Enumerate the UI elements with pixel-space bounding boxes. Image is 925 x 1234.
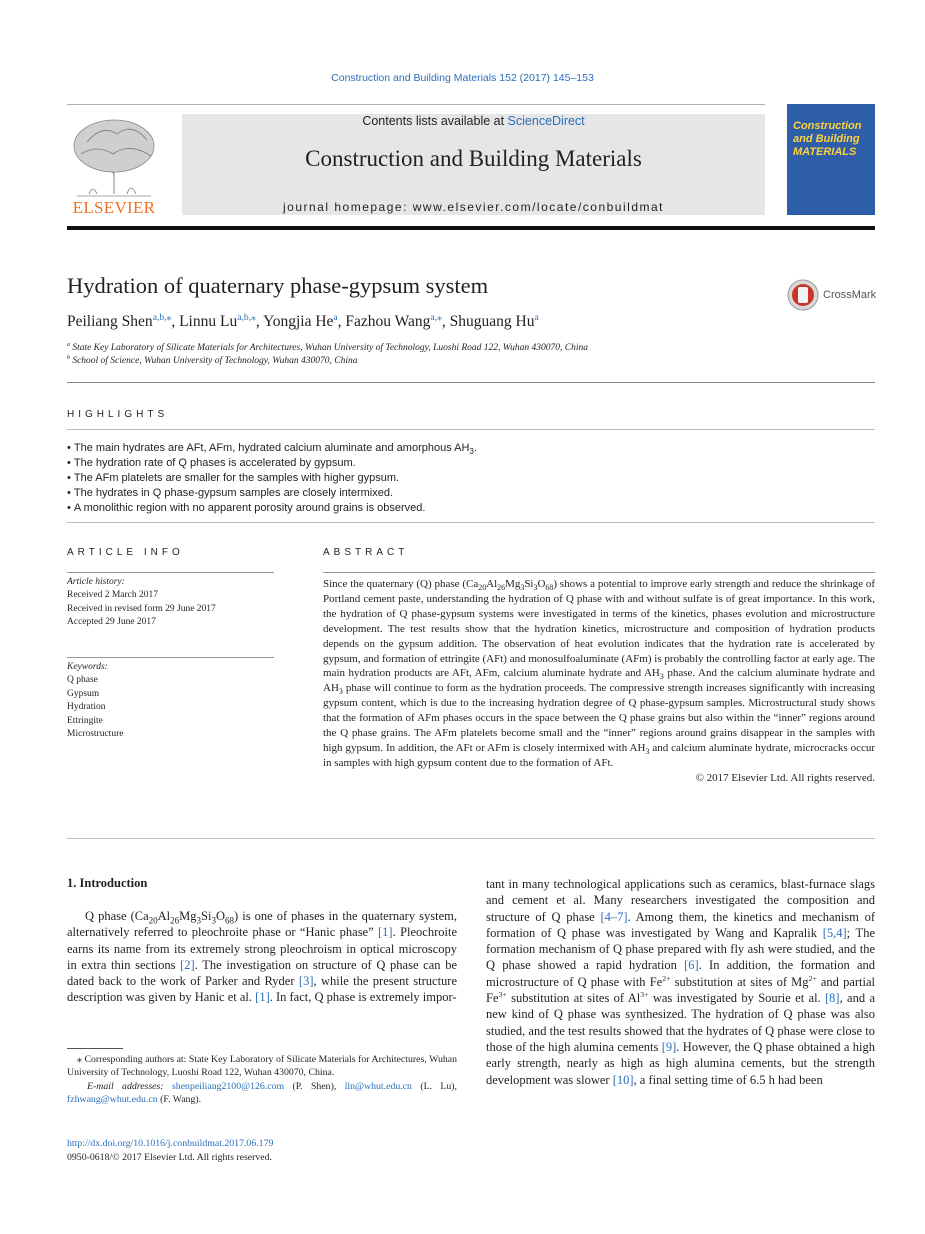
author-affiliation-mark[interactable]: a,b,⁎ bbox=[152, 311, 172, 323]
history-label: Article history: bbox=[67, 577, 125, 587]
list-item: • The hydration rate of Q phases is accelerated by gypsum. bbox=[67, 456, 477, 471]
contents-line bbox=[182, 114, 765, 128]
author-name[interactable]: Shuguang Hu bbox=[449, 313, 535, 330]
email-link[interactable]: shenpeiliang2100@126.com bbox=[171, 1080, 285, 1092]
crossmark-label[interactable]: CrossMark bbox=[823, 289, 877, 301]
author-name[interactable]: Linnu Lu bbox=[179, 313, 238, 330]
citation-link[interactable]: [5,4] bbox=[822, 925, 847, 940]
author-list: Peiliang Shen$^{a,b,⁎}$, Linnu $Lu^{a,b,⁎}$, Yongjia He$^a$, Fazhou Wang$^{a,⁎}$, Shuguang Hu$^a$ bbox=[67, 311, 539, 330]
author-name[interactable]: Yongjia He bbox=[263, 313, 334, 330]
email-link[interactable]: fzhwang@whut.edu.cn bbox=[67, 1093, 158, 1105]
elsevier-wordmark: ELSEVIER bbox=[72, 198, 156, 217]
journal-homepage[interactable]: journal homepage: www.elsevier.com/locate/conbuildmat bbox=[283, 200, 664, 214]
header-thick-divider bbox=[67, 226, 875, 230]
divider bbox=[67, 382, 875, 383]
issn-line: 0950-0618/© 2017 Elsevier Ltd. All rights reserved. bbox=[67, 1151, 272, 1163]
corresponding-note: ⁎ Corresponding authors at: State Key Laboratory of Silicate Materials for Architectures, Wuhan University of Technology, Luoshi Road 122, Wuhan 430070, China. bbox=[67, 1054, 457, 1079]
divider bbox=[323, 572, 875, 573]
author-name[interactable]: Fazhou Wang bbox=[345, 313, 431, 330]
divider bbox=[67, 522, 875, 523]
article-history bbox=[67, 576, 216, 630]
keywords bbox=[67, 661, 123, 741]
introduction-heading: 1. Introduction bbox=[67, 876, 148, 890]
citation-link[interactable]: [1] bbox=[378, 925, 393, 940]
footnote-rule bbox=[67, 1048, 123, 1049]
author-affiliation-mark[interactable]: a bbox=[534, 311, 539, 323]
affiliation-b: $^b$ School of Science, Wuhan University of Technology, Wuhan 430070, China bbox=[67, 354, 358, 366]
history-received: Received 2 March 2017 bbox=[67, 590, 159, 601]
citation-link[interactable]: [9] bbox=[661, 1039, 677, 1054]
author-affiliation-mark[interactable]: a,b,⁎ bbox=[237, 311, 256, 323]
intro-right-column: tant in many technological applications such as ceramics, blast-furnace slags and cement et al. Many researchers investigated the composition and structure of Q phase [4–7]. Among them, the kinetics and mechanism of formation of Q phase was investigated by Wang and Kapralik [5,4]; The formation mechanism of Q phase prepared with fly ash were studied, and the Q phase showed a rapid hydration [6]. In addition, the formation and microstructure of Q phase with $Fe^{2+}$ substitution at sites of $Mg^{2+}$ and partial $Fe^{3+}$ substitution at sites of $Al^{3+}$ was investigated by Sourie et al. [8], and a new kind of Q phase was synthesized. The hydration of Q phase was also studied, and the test results showed that the hydrates of Q phase were close to those of the high alumina cements [9]. However, the Q phase obtained a high early strength, nearly as high as high alumina cements, but the strength development was slower [10], a final setting time of 6.5 h had been bbox=[486, 877, 876, 1087]
list-item: • The main hydrates are AFt, AFm, hydrated calcium aluminate and amorphous $AH_3$. bbox=[67, 441, 477, 456]
citation-link[interactable]: [8] bbox=[825, 991, 840, 1006]
journal-title: Construction and Building Materials bbox=[305, 146, 642, 171]
sciencedirect-link[interactable]: ScienceDirect bbox=[507, 114, 585, 128]
keyword: Ettringite bbox=[67, 715, 103, 726]
email-note: E-mail addresses: shenpeiliang2100@126.com (P. Shen), lln@whut.edu.cn (L. Lu), fzhwang@whut.edu.cn (F. Wang). bbox=[67, 1080, 457, 1105]
email-link[interactable]: lln@whut.edu.cn bbox=[344, 1080, 412, 1092]
article-title: Hydration of quaternary phase-gypsum system bbox=[67, 273, 489, 298]
journal-cover-title: Construction and Building MATERIALS bbox=[793, 120, 862, 158]
abstract-copyright: © 2017 Elsevier Ltd. All rights reserved. bbox=[695, 771, 875, 784]
journal-reference[interactable]: Construction and Building Materials 152 (2017) 145–153 bbox=[331, 72, 594, 84]
keyword: Q phase bbox=[67, 675, 98, 686]
citation-link[interactable]: [3] bbox=[298, 974, 314, 989]
intro-left-column: Q phase $(Ca_{20}Al_{26}Mg_3Si_3O_{68})$ is one of phases in the quaternary system, alternatively referred to pleochroite phase or “Hanic phase” [1]. Pleochroite earns its name from its extremely strong pleochroism in optical microscopy in extra thin sections [2]. The investigation on structure of Q phase can be dated back to the work of Parker and Ryder [3], while the present structure description was given by Hanic et al. [1]. In fact, Q phase is extremely impor- bbox=[67, 909, 458, 1005]
divider bbox=[67, 572, 274, 573]
history-revised: Received in revised form 29 June 2017 bbox=[67, 603, 216, 614]
author-affiliation-mark[interactable]: a bbox=[333, 311, 338, 323]
divider bbox=[67, 838, 875, 839]
divider bbox=[67, 429, 875, 430]
highlights-heading: HIGHLIGHTS bbox=[67, 409, 169, 420]
citation-link[interactable]: [6] bbox=[684, 958, 699, 973]
citation-link[interactable]: [4–7] bbox=[600, 909, 628, 924]
citation-link[interactable]: [10] bbox=[612, 1072, 634, 1087]
keyword: Microstructure bbox=[67, 729, 124, 740]
author-name[interactable]: Peiliang Shen bbox=[67, 313, 153, 330]
list-item: • The AFm platelets are smaller for the samples with higher gypsum. bbox=[67, 471, 477, 486]
list-item: • A monolithic region with no apparent porosity around grains is observed. bbox=[67, 501, 477, 516]
crossmark-icon[interactable] bbox=[787, 279, 819, 311]
history-accepted: Accepted 29 June 2017 bbox=[67, 617, 156, 628]
citation-link[interactable]: [2] bbox=[180, 957, 195, 972]
header-divider bbox=[67, 104, 765, 105]
keywords-label: Keywords: bbox=[67, 662, 108, 672]
doi-link[interactable]: http://dx.doi.org/10.1016/j.conbuildmat.2017.06.179 bbox=[67, 1138, 274, 1149]
keyword: Gypsum bbox=[67, 688, 100, 699]
author-affiliation-mark[interactable]: a,⁎ bbox=[430, 311, 442, 323]
highlights-list bbox=[67, 441, 477, 516]
list-item: • The hydrates in Q phase-gypsum samples are closely intermixed. bbox=[67, 486, 477, 501]
abstract-text: Since the quaternary (Q) phase $(Ca_{20}Al_{26}Mg_3Si_3O_{68})$ shows a potential to improve early strength and reduce the shrinkage of Portland cement paste, understanding the hydration of Q phase with and without sulfate is of great importance. In this work, the hydration of Q phase-gypsum systems were investigated in terms of the kinetics, phases evolution and microstructure development. The test results show that the hydration kinetics, microstructure and composition of hydration products depends on the gypsum addition. The observation of heat evolution indicates that the hydration rate is accelerated by gypsum, and formation of ettringite (AFt) and monosulfoaluminate (AFm) is probably the controlling factor at early age. The main hydration products are AFt, AFm, calcium aluminate hydrate and $AH_3$ phase. And the calcium aluminate hydrate and $AH_3$ phase will continue to form as the hydration proceeds. The compressive strength increases significantly with increasing gypsum content, which is due to the increasing hydration degree of Q phase-gypsum samples. Microstructural study shows that the formation of AFm phases occurs in the space between the Q phase grains but also within the “inner” regions around the Q phase grains. The AFm platelets become small and the “inner” regions around grains disappear in the samples with high gypsum. In addition, the AFt or AFm is closely intermixed with $AH_3$ and calcium aluminate hydrate, microcracks occur in samples with high gypsum content due to the formation of AFt. © 2017 Elsevier Ltd. All rights reserved. bbox=[323, 578, 876, 784]
affiliation-a: $^a$ State Key Laboratory of Silicate Materials for Architectures, Wuhan University of Technology, Luoshi Road 122, Wuhan 430070, China bbox=[67, 341, 589, 353]
article-info-heading: ARTICLE INFO bbox=[67, 547, 184, 558]
abstract-heading: ABSTRACT bbox=[323, 547, 409, 558]
doi-block bbox=[67, 1137, 273, 1164]
divider bbox=[67, 657, 274, 658]
contents-prefix: Contents lists available at bbox=[362, 114, 508, 128]
footnote bbox=[67, 1053, 457, 1106]
citation-link[interactable]: [1] bbox=[255, 990, 270, 1005]
keyword: Hydration bbox=[67, 702, 106, 713]
